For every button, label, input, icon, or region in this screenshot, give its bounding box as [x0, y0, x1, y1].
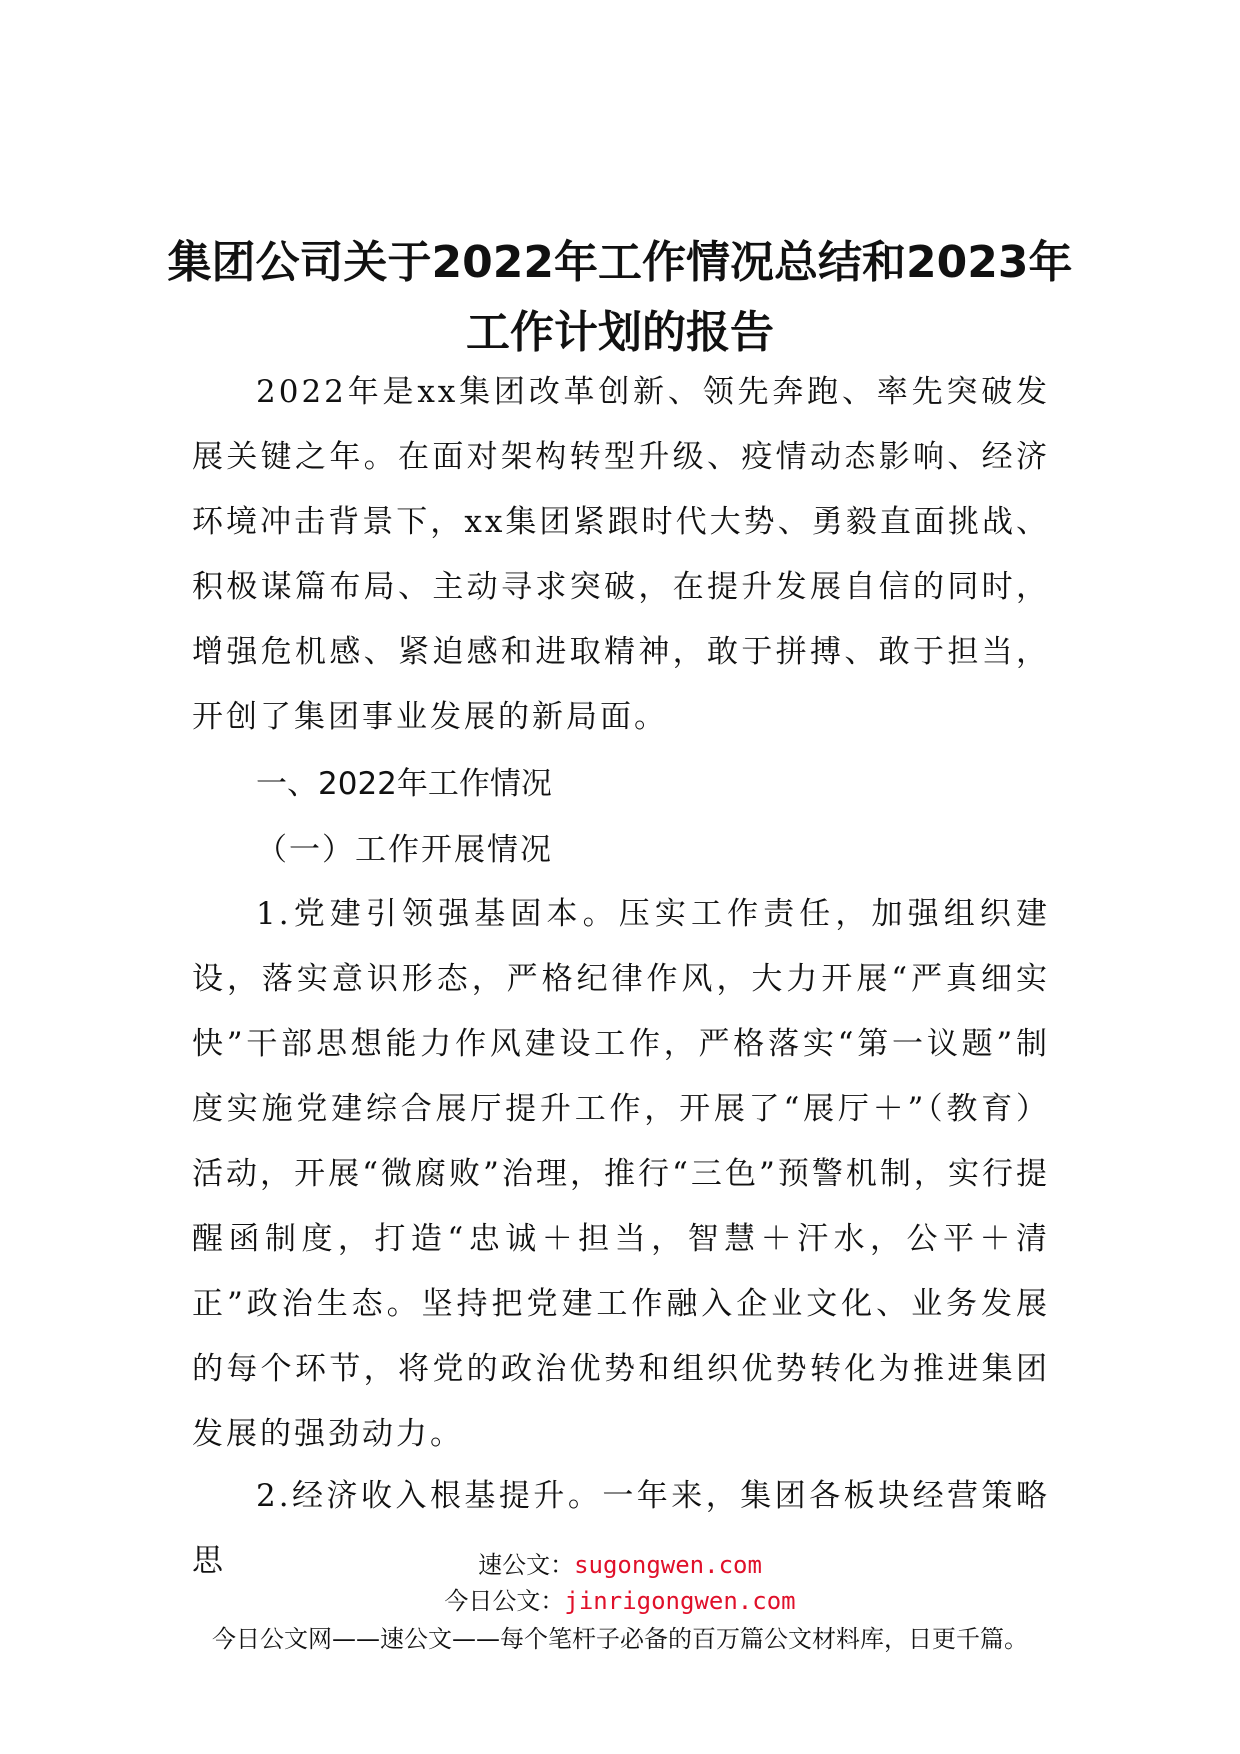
- footer-label-sugongwen: 速公文：: [478, 1551, 575, 1579]
- document-title: 集团公司关于2022年工作情况总结和2023年工作计划的报告: [167, 237, 1073, 358]
- paragraph-item-1: 1.党建引领强基固本。压实工作责任，加强组织建设，落实意识形态，严格纪律作风，大力开展“严真细实快”干部思想能力作风建设工作，严格落实“第一议题”制度实施党建综合展厅提升工作，开展了“展厅＋”（教育）活动，开展“微腐败”治理，推行“三色”预警机制，实行提醒函制度，打造“忠诚＋担当，智慧＋汗水，公平＋清正”政治生态。坚持把党建工作融入企业文化、业务发展的每个环节，将党的政治优势和组织优势转化为推进集团发展的强劲动力。: [192, 896, 1050, 1452]
- intro-paragraph: 2022年是xx集团改革创新、领先奔跑、率先突破发展关键之年。在面对架构转型升级、疫情动态影响、经济环境冲击背景下，xx集团紧跟时代大势、勇毅直面挑战、积极谋篇布局、主动寻求突破，在提升发展自信的同时，增强危机感、紧迫感和进取精神，敢于拼搏、敢于担当，开创了集团事业发展的新局面。: [192, 374, 1050, 735]
- paragraph-item-2: 2.经济收入根基提升。一年来，集团各板块经营策略思: [192, 1478, 1050, 1579]
- subsection-heading: （一）工作开展情况: [256, 832, 553, 868]
- footer-line-jinrigongwen: [0, 1584, 1240, 1618]
- link-sugongwen[interactable]: sugongwen.com: [574, 1551, 762, 1579]
- footer-slogan: 今日公文网——速公文——每个笔杆子必备的百万篇公文材料库，日更千篇。: [212, 1625, 1028, 1653]
- section-heading: 一、2022年工作情况: [256, 766, 552, 802]
- footer-line-sugongwen: [0, 1548, 1240, 1582]
- link-jinrigongwen[interactable]: jinrigongwen.com: [564, 1587, 796, 1615]
- footer-label-jinrigongwen: 今日公文：: [444, 1587, 565, 1615]
